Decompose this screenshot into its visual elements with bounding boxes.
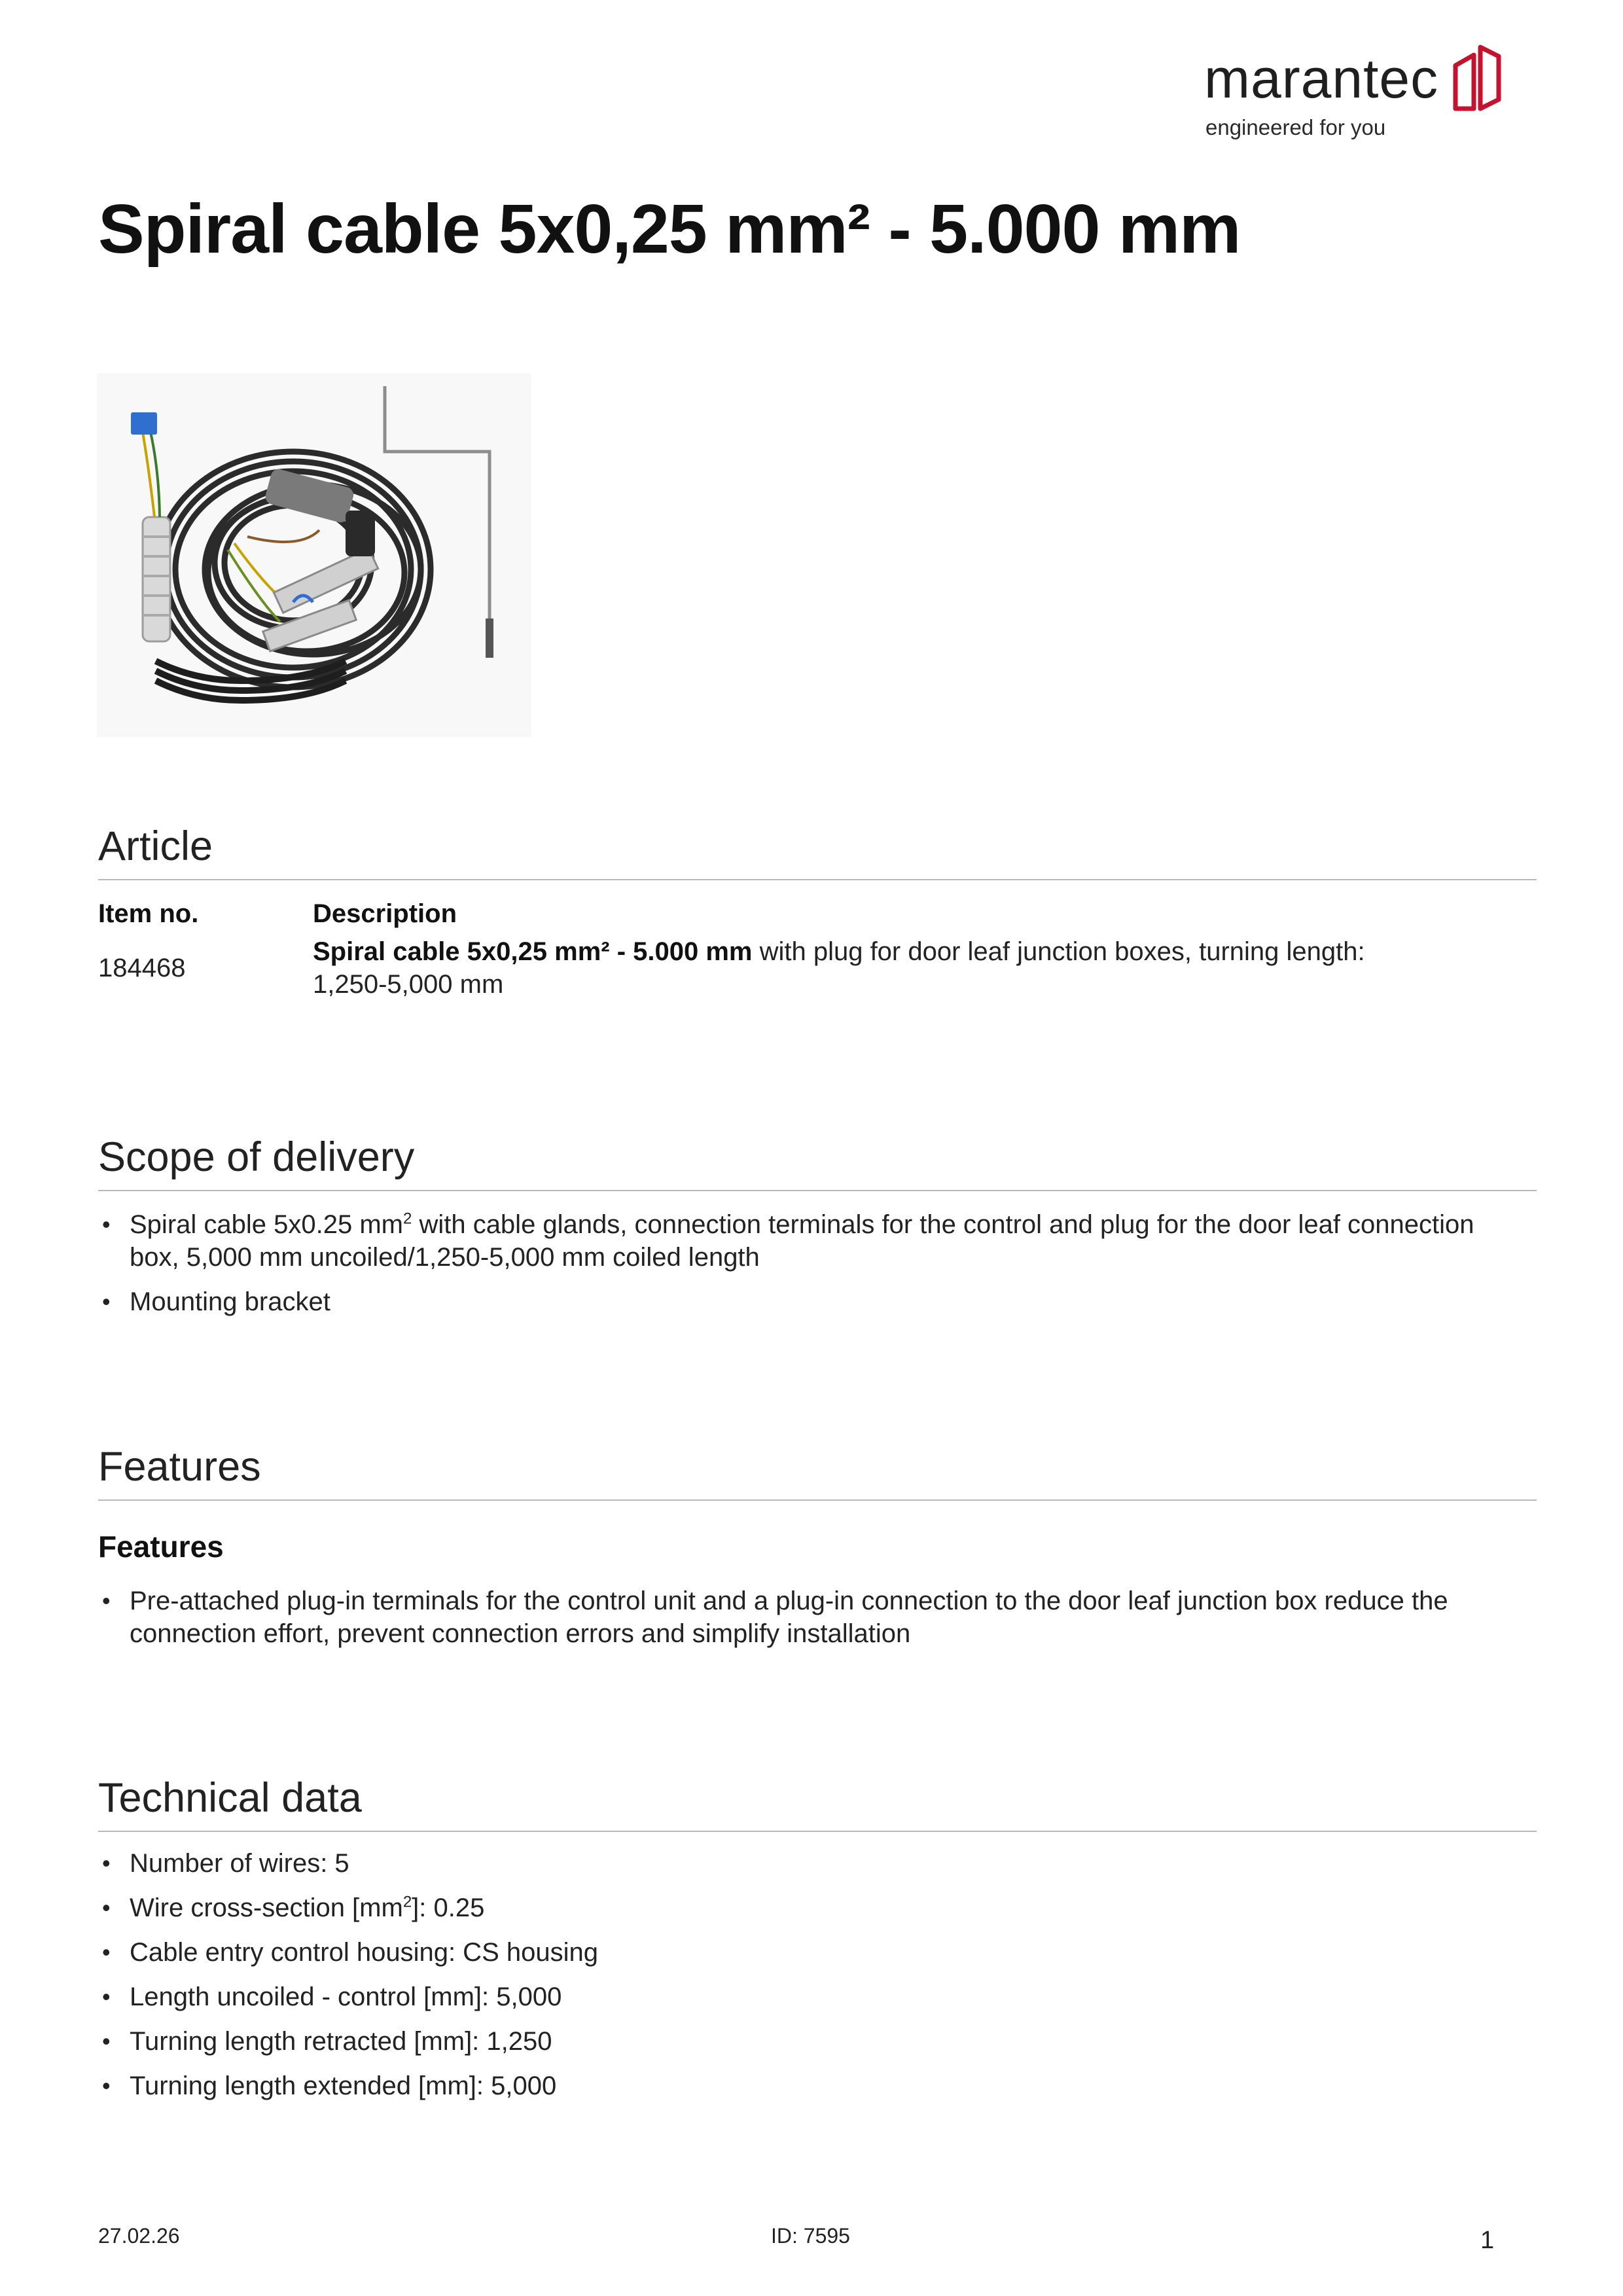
description-column-header: Description — [313, 899, 457, 928]
scope-heading: Scope of delivery — [98, 1134, 415, 1180]
article-heading: Article — [98, 823, 213, 869]
page-title: Spiral cable 5x0,25 mm² - 5.000 mm — [98, 190, 1241, 268]
footer-date: 27.02.26 — [98, 2224, 180, 2248]
marantec-logo-icon — [1452, 43, 1503, 114]
list-item: • Length uncoiled - control [mm]: 5,000 — [102, 1982, 562, 2011]
list-item: • Spiral cable 5x0.25 $mm^2$ with cable glands, connection terminals for the control and plug for the door leaf connection box, 5,000 mm uncoiled/1,250-5,000 mm coiled length — [102, 1210, 1474, 1272]
list-item: • Pre-attached plug-in terminals for the control unit and a plug-in connection to the door leaf junction box reduce the connection effort, prevent connection errors and simplify installation — [102, 1587, 1448, 1648]
article-divider — [98, 879, 1537, 880]
page-number: 1 — [1480, 2227, 1495, 2254]
technical-heading: Technical data — [98, 1775, 362, 1821]
footer-document-id: ID: 7595 — [771, 2224, 850, 2248]
scope-list — [98, 1208, 1538, 1318]
description-detail: with plug for door leaf junction boxes, turning length: — [752, 937, 1365, 966]
list-item: • Turning length extended [mm]: 5,000 — [102, 2072, 557, 2100]
list-item: • Wire cross-section $[mm^2]$: 0.25 — [102, 1893, 485, 1922]
item-no-value: 184468 — [98, 954, 186, 982]
description-turning-length: 1,250-5,000 mm — [313, 970, 504, 999]
list-item: • Cable entry control housing: CS housing — [102, 1938, 598, 1967]
list-item: • Mounting bracket — [102, 1287, 330, 1316]
coiled-cable-photo-icon — [97, 373, 531, 737]
brand-tagline: engineered for you — [1205, 115, 1386, 139]
list-item: • Turning length retracted [mm]: 1,250 — [102, 2027, 552, 2056]
item-no-column-header: Item no. — [98, 899, 199, 928]
features-divider — [98, 1499, 1537, 1501]
brand-logo-text: marantec — [1204, 48, 1439, 109]
technical-list — [98, 1847, 1538, 2102]
features-subheading: Features — [98, 1530, 224, 1564]
features-heading: Features — [98, 1444, 261, 1490]
description-product-name: Spiral cable 5x0,25 mm² - 5.000 mm — [313, 937, 753, 966]
scope-divider — [98, 1190, 1537, 1191]
features-list — [98, 1585, 1538, 1650]
list-item: • Number of wires: 5 — [102, 1849, 349, 1878]
technical-divider — [98, 1831, 1537, 1832]
article-description — [313, 935, 1365, 1001]
